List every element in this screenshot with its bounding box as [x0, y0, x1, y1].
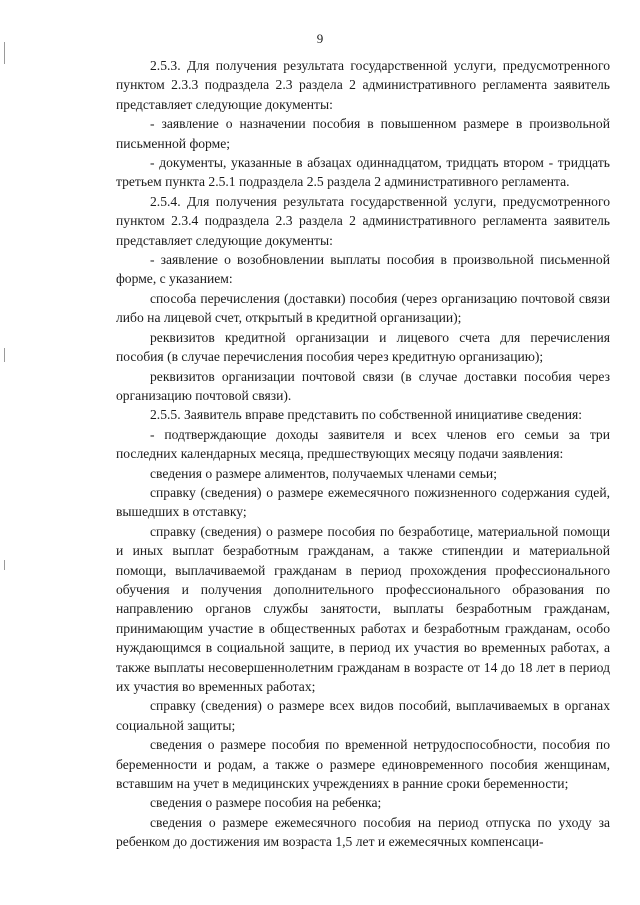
- paragraph: реквизитов кредитной организации и лицевого счета для перечисления пособия (в случае перечисления пособия через кредитную организацию);: [116, 329, 610, 365]
- paragraph: справку (сведения) о размере всех видов пособий, выплачиваемых в органах социальной защиты;: [116, 698, 610, 733]
- paragraph: - заявление о возобновлении выплаты пособия в произвольной письменной форме, с указанием:: [116, 252, 610, 287]
- scan-edge-mark: [4, 560, 5, 570]
- paragraph: сведения о размере пособия на ребенка;: [150, 795, 382, 811]
- paragraph: 2.5.4. Для получения результата государственной услуги, предусмотренного пунктом 2.3.4 подраздела 2.3 раздела 2 административного регламента заявитель представляет следующие документы:: [116, 193, 610, 248]
- page-number: 9: [316, 31, 324, 46]
- paragraph: 2.5.3. Для получения результата государственной услуги, предусмотренного пунктом 2.3.3 подраздела 2.3 раздела 2 административного регламента заявитель представляет следующие документы:: [116, 58, 610, 112]
- document-body: [116, 56, 610, 852]
- paragraph: справку (сведения) о размере ежемесячного пожизненного содержания судей, вышедших в отставку;: [116, 484, 610, 520]
- paragraph: справку (сведения) о размере пособия по безработице, материальной помощи и иных выплат безработным гражданам, а также стипендии и материальной помощи, выплачиваемой гражданам в период прохождения профессионального обучения и получения дополнительного профессионального образования по направлению органов службы занятости, выплаты безработным гражданам, принимающим участие в общественных работах и безработным гражданам, особо нуждающимся в социальной защите, в период их участия во временных работах, а также выплаты несовершеннолетним гражданам в возрасте от 14 до 18 лет в период их участия во временных работах;: [116, 523, 610, 694]
- paragraph: сведения о размере ежемесячного пособия на период отпуска по уходу за ребенком до достижения им возраста 1,5 лет и ежемесячных компенсаци-: [116, 814, 610, 850]
- paragraph: реквизитов организации почтовой связи (в случае доставки пособия через организацию почтовой связи).: [116, 368, 610, 403]
- paragraph: сведения о размере алиментов, получаемых членами семьи;: [150, 465, 497, 481]
- scan-edge-mark: [4, 348, 5, 362]
- paragraph: - подтверждающие доходы заявителя и всех членов его семьи за три последних календарных месяца, предшествующих месяцу подачи заявления:: [116, 426, 610, 462]
- paragraph: - заявление о назначении пособия в повышенном размере в произвольной письменной форме;: [116, 116, 610, 151]
- paragraph: сведения о размере пособия по временной нетрудоспособности, пособия по беременности и родам, а также о размере единовременного пособия женщинам, вставшим на учет в медицинских учреждениях в ранние сроки беременности;: [116, 737, 610, 792]
- paragraph: способа перечисления (доставки) пособия (через организацию почтовой связи либо на лицевой счет, открытый в кредитной организации);: [116, 290, 610, 326]
- paragraph: - документы, указанные в абзацах одиннадцатом, тридцать втором - тридцать третьем пункта 2.5.1 подраздела 2.5 раздела 2 административного регламента.: [116, 155, 610, 190]
- paragraph: 2.5.5. Заявитель вправе представить по собственной инициативе сведения:: [150, 407, 583, 423]
